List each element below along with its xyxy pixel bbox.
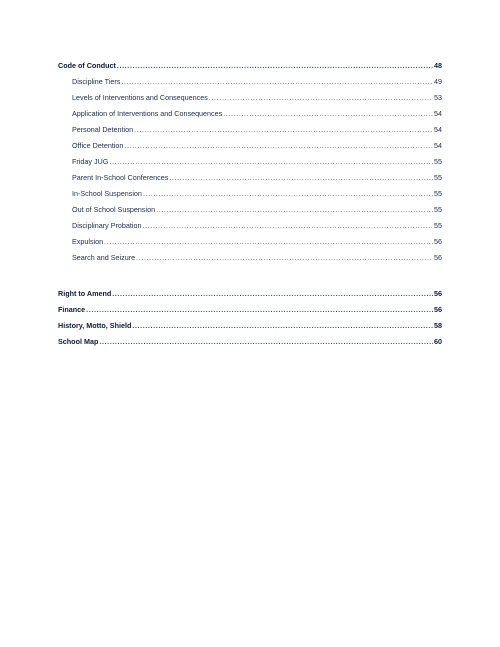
- dot-leader: [209, 90, 433, 106]
- toc-entry-page-number: 55: [434, 173, 442, 182]
- toc-entry-page-number: 56: [434, 305, 442, 314]
- dot-leader: [121, 74, 433, 90]
- toc-entry-title: Application of Interventions and Consequences: [72, 109, 223, 118]
- toc-entry-title: Out of School Suspension: [72, 205, 156, 214]
- dot-leader: [223, 106, 433, 122]
- toc-entry-title: In-School Suspension: [72, 189, 142, 198]
- toc-entry-page-number: 58: [434, 321, 442, 330]
- dot-leader: [86, 302, 433, 318]
- toc-entry-levels-of-interventions[interactable]: [58, 90, 442, 106]
- dot-leader: [156, 202, 433, 218]
- dot-leader: [112, 286, 433, 302]
- toc-entry-title: Expulsion: [72, 237, 104, 246]
- toc-group-other-sections: [58, 286, 442, 350]
- toc-entry-office-detention[interactable]: [58, 138, 442, 154]
- toc-entry-page-number: 56: [434, 253, 442, 262]
- toc-entry-expulsion[interactable]: [58, 234, 442, 250]
- toc-entry-title: Search and Seizure: [72, 253, 136, 262]
- dot-leader: [99, 334, 433, 350]
- toc-entry-title: Parent In-School Conferences: [72, 173, 169, 182]
- toc-entry-title: History, Motto, Shield: [58, 321, 132, 330]
- toc-entry-title: Code of Conduct: [58, 61, 116, 70]
- toc-entry-page-number: 55: [434, 221, 442, 230]
- dot-leader: [132, 318, 433, 334]
- dot-leader: [136, 250, 433, 266]
- toc-entry-page-number: 55: [434, 157, 442, 166]
- toc-entry-title: Discipline Tiers: [72, 77, 121, 86]
- dot-leader: [104, 234, 433, 250]
- toc-entry-title: Finance: [58, 305, 86, 314]
- dot-leader: [143, 186, 433, 202]
- dot-leader: [134, 122, 433, 138]
- toc-entry-code-of-conduct[interactable]: [58, 58, 442, 74]
- dot-leader: [124, 138, 433, 154]
- dot-leader: [143, 218, 433, 234]
- toc-entry-title: Levels of Interventions and Consequences: [72, 93, 208, 102]
- dot-leader: [169, 170, 433, 186]
- toc-entry-right-to-amend[interactable]: [58, 286, 442, 302]
- toc-entry-finance[interactable]: [58, 302, 442, 318]
- toc-entry-page-number: 53: [434, 93, 442, 102]
- toc-entry-friday-jug[interactable]: [58, 154, 442, 170]
- toc-entry-parent-in-school-conferences[interactable]: [58, 170, 442, 186]
- toc-entry-title: School Map: [58, 337, 99, 346]
- toc-entry-school-map[interactable]: [58, 334, 442, 350]
- toc-group-code-of-conduct: [58, 58, 442, 266]
- toc-entry-disciplinary-probation[interactable]: [58, 218, 442, 234]
- section-spacer: [58, 266, 442, 286]
- dot-leader: [109, 154, 433, 170]
- toc-entry-page-number: 55: [434, 189, 442, 198]
- table-of-contents: [58, 58, 442, 350]
- toc-entry-out-of-school-suspension[interactable]: [58, 202, 442, 218]
- toc-entry-page-number: 54: [434, 125, 442, 134]
- toc-entry-history-motto-shield[interactable]: [58, 318, 442, 334]
- toc-entry-title: Friday JUG: [72, 157, 109, 166]
- toc-entry-page-number: 49: [434, 77, 442, 86]
- toc-entry-search-and-seizure[interactable]: [58, 250, 442, 266]
- toc-entry-application-of-interventions[interactable]: [58, 106, 442, 122]
- dot-leader: [117, 58, 433, 74]
- toc-entry-page-number: 56: [434, 289, 442, 298]
- toc-entry-page-number: 60: [434, 337, 442, 346]
- toc-entry-title: Right to Amend: [58, 289, 112, 298]
- toc-entry-page-number: 54: [434, 109, 442, 118]
- toc-entry-page-number: 54: [434, 141, 442, 150]
- toc-entry-discipline-tiers[interactable]: [58, 74, 442, 90]
- toc-entry-page-number: 55: [434, 205, 442, 214]
- toc-entry-title: Personal Detention: [72, 125, 134, 134]
- toc-entry-title: Office Detention: [72, 141, 124, 150]
- toc-entry-personal-detention[interactable]: [58, 122, 442, 138]
- toc-entry-in-school-suspension[interactable]: [58, 186, 442, 202]
- toc-entry-title: Disciplinary Probation: [72, 221, 142, 230]
- toc-entry-page-number: 48: [434, 61, 442, 70]
- toc-entry-page-number: 56: [434, 237, 442, 246]
